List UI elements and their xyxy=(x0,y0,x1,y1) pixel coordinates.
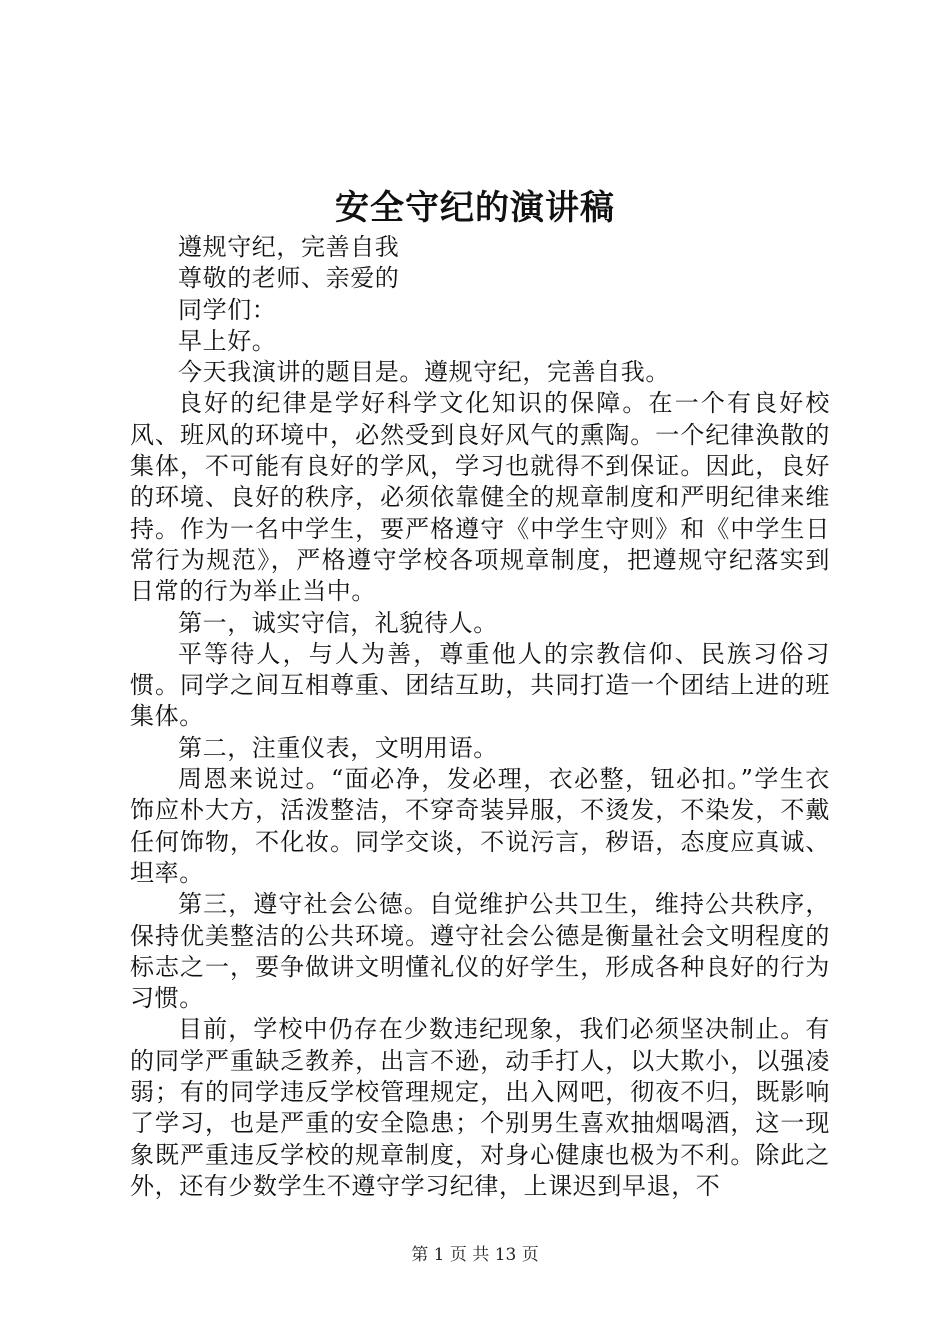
paragraph-point-3: 第三，遵守社会公德。自觉维护公共卫生，维持公共秩序，保持优美整洁的公共环境。遵守社会公德是衡量社会文明程度的标志之一，要争做讲文明懂礼仪的好学生，形成各种良好的行为习惯。 xyxy=(130,890,830,1013)
page-number-footer: 第 1 页 共 13 页 xyxy=(411,1245,539,1265)
document-body xyxy=(130,232,830,1202)
paragraph-point-1-heading: 第一，诚实守信，礼貌待人。 xyxy=(178,608,498,637)
paragraph-discipline: 良好的纪律是学好科学文化知识的保障。在一个有良好校风、班风的环境中，必然受到良好风气的熏陶。一个纪律涣散的集体，不可能有良好的学风，学习也就得不到保证。因此，良好的环境、良好的秩序，必须依靠健全的规章制度和严明纪律来维持。作为一名中学生，要严格遵守《中学生守则》和《中学生日常行为规范》，严格遵守学校各项规章制度，把遵规守纪落实到日常的行为举止当中。 xyxy=(130,389,830,606)
paragraph-point-2-body: 周恩来说过。“面必净，发必理，衣必整，钮必扣。”学生衣饰应朴大方，活泼整洁，不穿奇装异服，不烫发，不染发，不戴任何饰物，不化妆。同学交谈，不说污言，秽语，态度应真诚、坦率。 xyxy=(130,765,830,887)
paragraph-point-1-body: 平等待人，与人为善，尊重他人的宗教信仰、民族习俗习惯。同学之间互相尊重、团结互助，共同打造一个团结上进的班集体。 xyxy=(130,639,830,731)
paragraph-point-2-heading: 第二，注重仪表，文明用语。 xyxy=(178,733,498,762)
paragraph-salutation-2: 同学们： xyxy=(178,295,277,324)
document-title: 安全守纪的演讲稿 xyxy=(335,188,615,228)
paragraph-current-issues: 目前，学校中仍存在少数违纪现象，我们必须坚决制止。有的同学严重缺乏教养，出言不逊，动手打人，以大欺小，以强凌弱；有的同学违反学校管理规定，出入网吧，彻夜不归，既影响了学习，也是严重的安全隐患；个别男生喜欢抽烟喝酒，这一现象既严重违反学校的规章制度，对身心健康也极为不利。除此之外，还有少数学生不遵守学习纪律，上课迟到早退，不 xyxy=(130,1015,830,1200)
paragraph-subtitle: 遵规守纪，完善自我 xyxy=(178,233,400,261)
paragraph-topic: 今天我演讲的题目是。遵规守纪，完善自我。 xyxy=(178,358,670,387)
paragraph-greeting: 早上好。 xyxy=(178,326,277,355)
paragraph-salutation-1: 尊敬的老师、亲爱的 xyxy=(178,264,400,293)
